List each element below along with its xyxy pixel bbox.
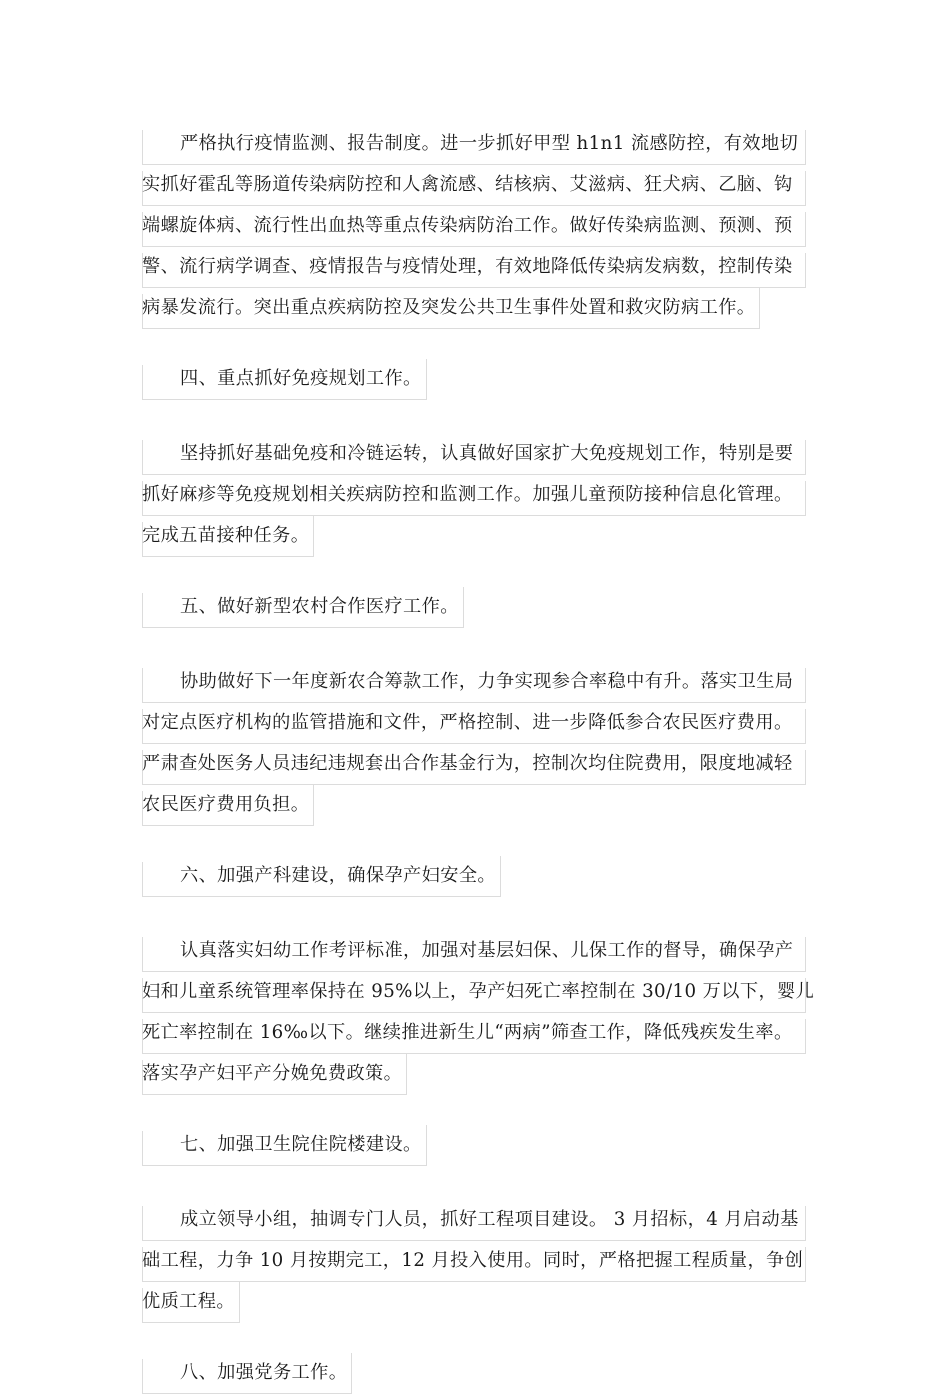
text-line: 优质工程。 <box>142 1282 240 1323</box>
text-line: 完成五苗接种任务。 <box>142 516 314 557</box>
paragraph-maternal-child <box>142 931 815 1095</box>
text-line: 警、流行病学调查、疫情报告与疫情处理，有效地降低传染病发病数，控制传染 <box>142 247 806 288</box>
text-line: 协助做好下一年度新农合筹款工作，力争实现参合率稳中有升。落实卫生局 <box>142 662 806 703</box>
paragraph-immunization <box>142 434 806 557</box>
text-line: 对定点医疗机构的监管措施和文件，严格控制、进一步降低参合农民医疗费用。 <box>142 703 806 744</box>
heading-party-affairs <box>142 1353 806 1394</box>
text-line: 认真落实妇幼工作考评标准，加强对基层妇保、儿保工作的督导，确保孕产 <box>142 931 806 972</box>
paragraph-rural-cooperative-medical <box>142 662 806 826</box>
section-heading: 七、加强卫生院住院楼建设。 <box>142 1125 427 1166</box>
section-heading: 六、加强产科建设，确保孕产妇安全。 <box>142 856 501 897</box>
text-line: 成立领导小组，抽调专门人员，抓好工程项目建设。 3 月招标，4 月启动基 <box>142 1200 806 1241</box>
text-line: 严肃查处医务人员违纪违规套出合作基金行为，控制次均住院费用，限度地减轻 <box>142 744 806 785</box>
text-line: 病暴发流行。突出重点疾病防控及突发公共卫生事件处置和救灾防病工作。 <box>142 288 760 329</box>
text-line: 端螺旋体病、流行性出血热等重点传染病防治工作。做好传染病监测、预测、预 <box>142 206 806 247</box>
heading-rural-cooperative-medical <box>142 587 806 628</box>
section-heading: 五、做好新型农村合作医疗工作。 <box>142 587 464 628</box>
text-line: 实抓好霍乱等肠道传染病防控和人禽流感、结核病、艾滋病、狂犬病、乙脑、钩 <box>142 165 806 206</box>
paragraph-inpatient-building <box>142 1200 806 1323</box>
section-heading: 八、加强党务工作。 <box>142 1353 352 1394</box>
heading-obstetrics <box>142 856 806 897</box>
text-line: 落实孕产妇平产分娩免费政策。 <box>142 1054 407 1095</box>
text-line: 严格执行疫情监测、报告制度。进一步抓好甲型 h1n1 流感防控，有效地切 <box>142 124 806 165</box>
document-page <box>142 124 815 1394</box>
text-line: 坚持抓好基础免疫和冷链运转，认真做好国家扩大免疫规划工作，特别是要 <box>142 434 806 475</box>
text-line: 妇和儿童系统管理率保持在 95%以上，孕产妇死亡率控制在 30/10 万以下，婴儿 <box>142 972 806 1013</box>
paragraph-epidemic-monitoring <box>142 124 806 329</box>
heading-immunization <box>142 359 806 400</box>
text-line: 础工程，力争 10 月按期完工，12 月投入使用。同时，严格把握工程质量，争创 <box>142 1241 806 1282</box>
heading-inpatient-building <box>142 1125 806 1166</box>
text-line: 死亡率控制在 16‰以下。继续推进新生儿“两病”筛查工作，降低残疾发生率。 <box>142 1013 806 1054</box>
text-line: 抓好麻疹等免疫规划相关疾病防控和监测工作。加强儿童预防接种信息化管理。 <box>142 475 806 516</box>
text-line: 农民医疗费用负担。 <box>142 785 314 826</box>
section-heading: 四、重点抓好免疫规划工作。 <box>142 359 427 400</box>
